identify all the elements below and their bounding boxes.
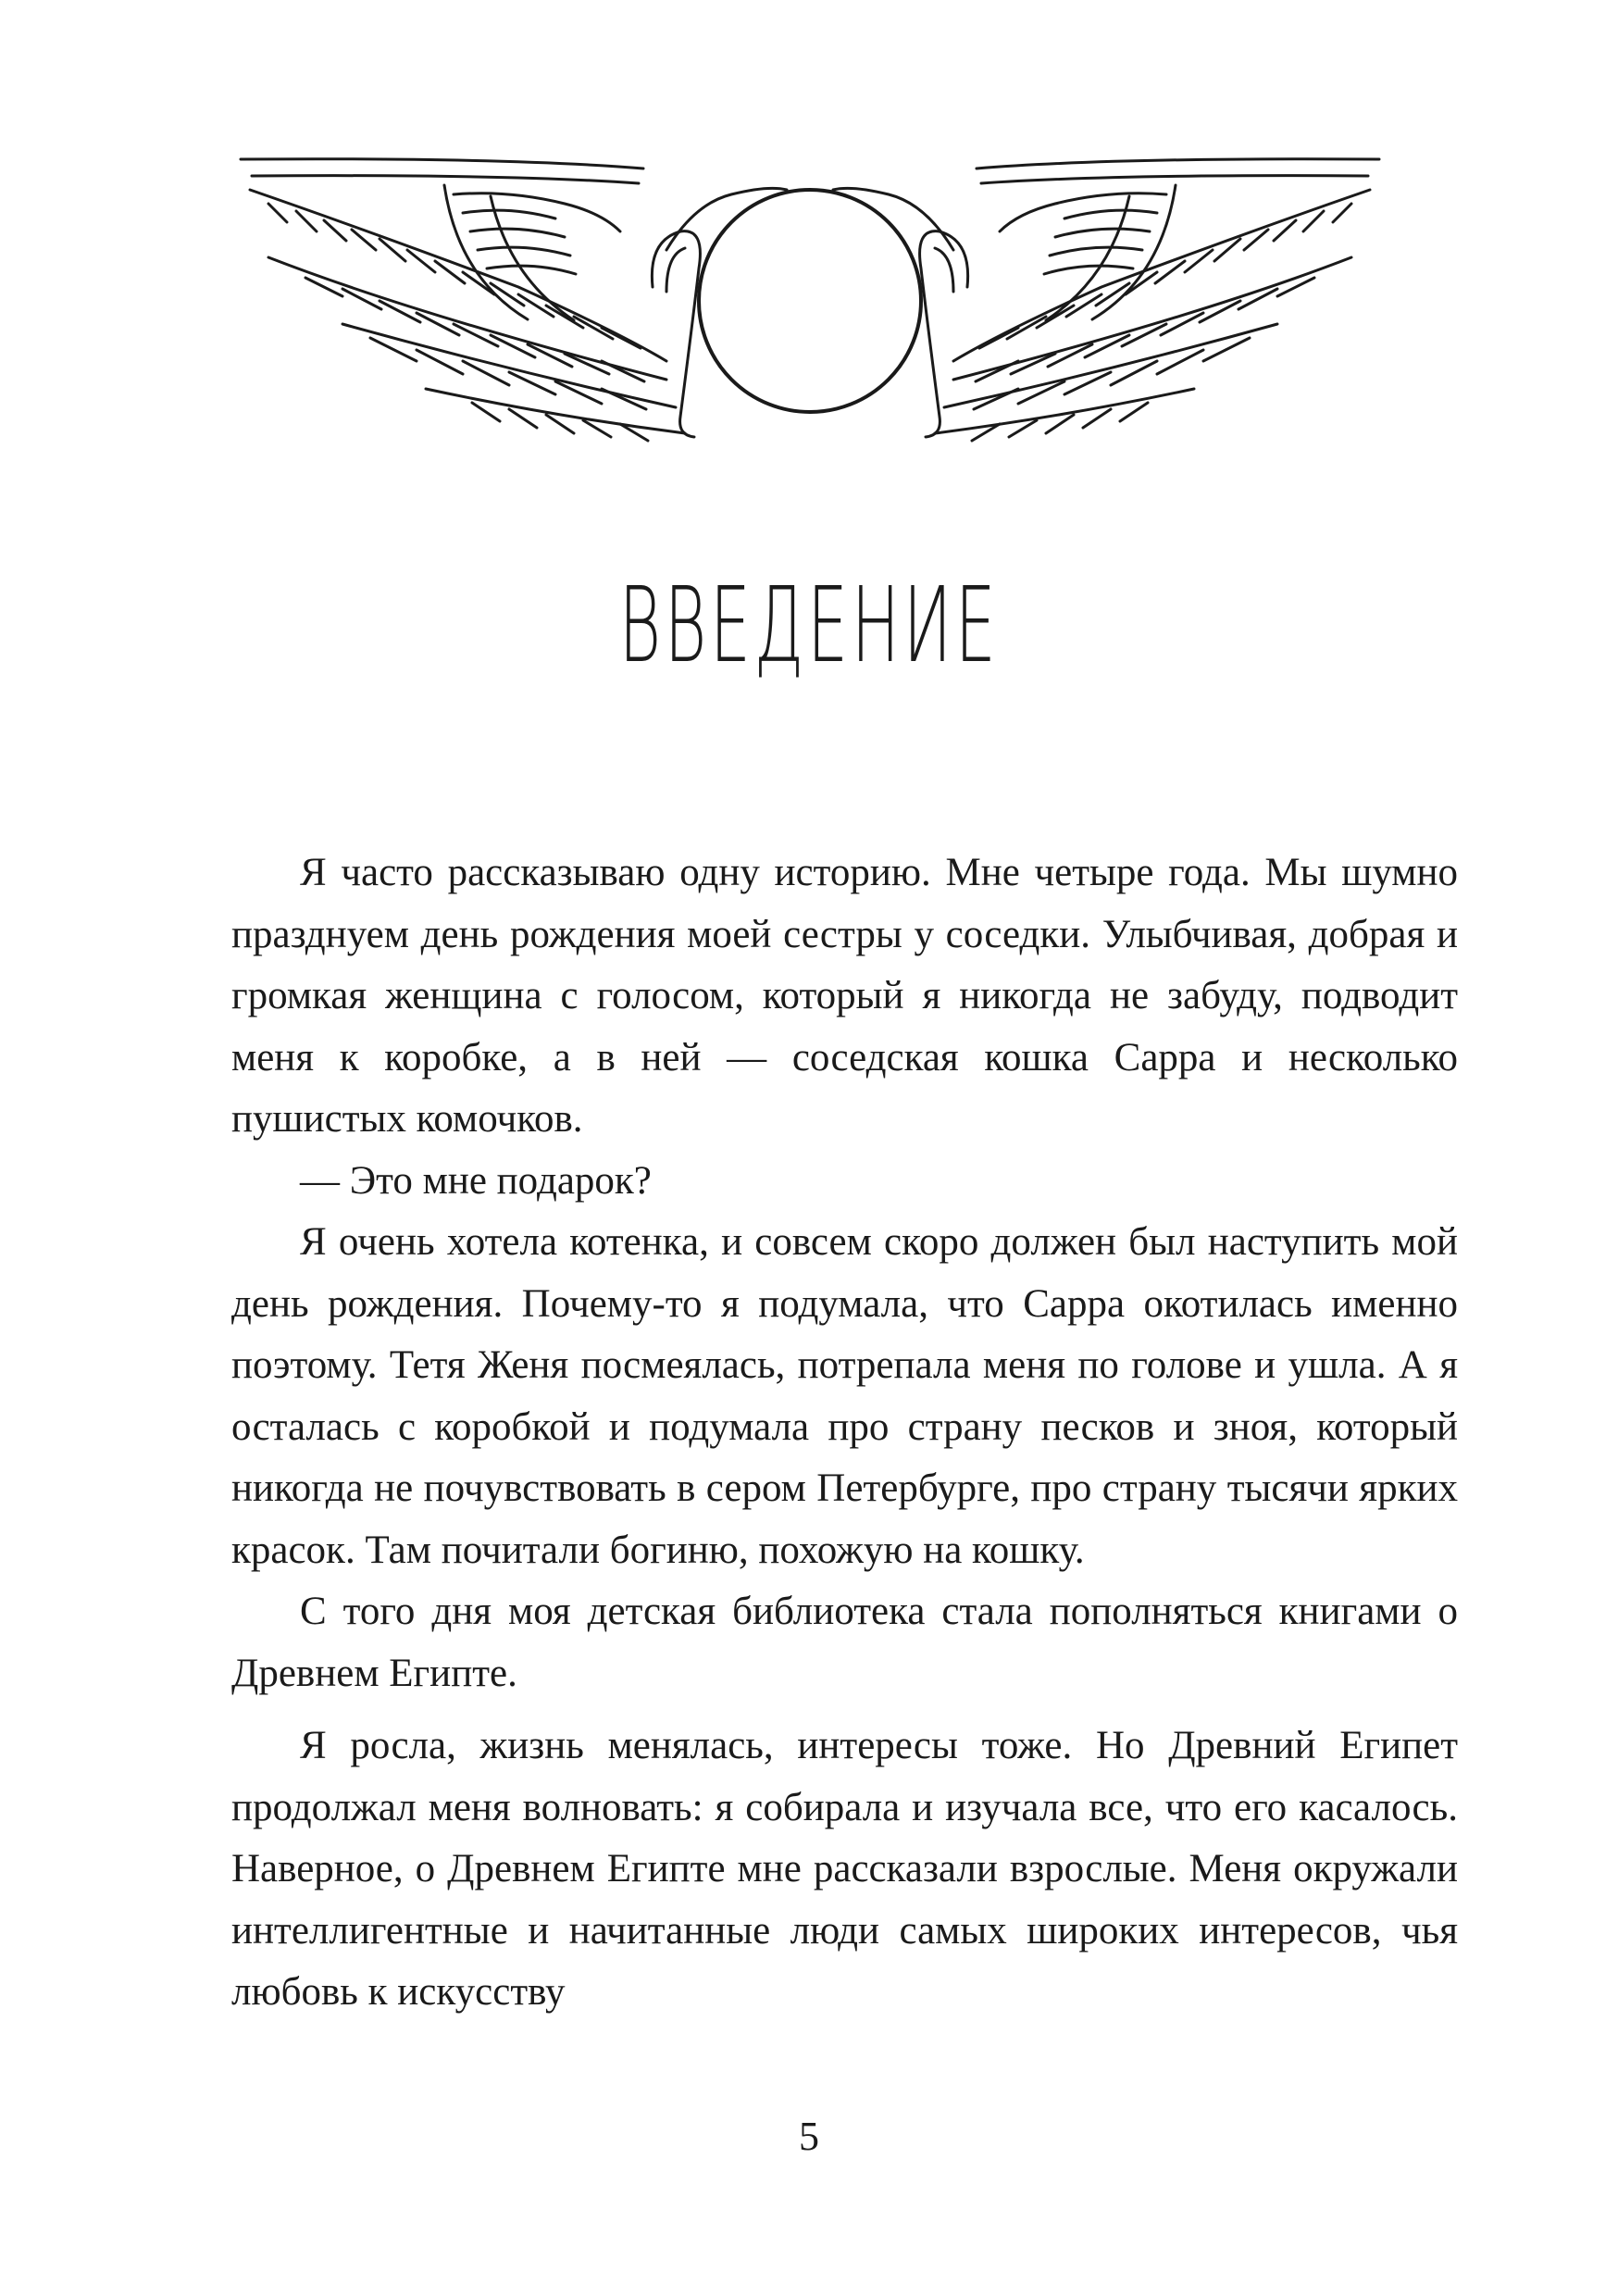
- paragraph: Я часто рассказываю одну историю. Мне четыре года. Мы шумно празднуем день рождения моей сестры у соседки. Улыбчивая, добрая и громкая женщина с голосом, который я никогда не забуду, подводит меня к коробке, а в ней — соседская кошка Сарра и несколько пушистых комочков.: [231, 851, 1458, 1141]
- chapter-title: ВВЕДЕНИЕ: [618, 566, 1000, 686]
- winged-sun-disk-icon: [231, 139, 1388, 444]
- paragraph: — Это мне подарок?: [300, 1158, 652, 1203]
- paragraph: С того дня моя детская библиотека стала пополняться книгами о Древнем Египте.: [231, 1590, 1458, 1695]
- page-number: 5: [799, 2114, 819, 2159]
- paragraph: Я очень хотела котенка, и совсем скоро должен был наступить мой день рождения. Почему-то я подумала, что Сарра окотилась именно поэтому. Тетя Женя посмеялась, потрепала меня по голове и ушла. А я осталась с коробкой и подумала про страну песков и зноя, который никогда не почувствовать в сером Петербурге, про страну тысячи ярких красок. Там почитали богиню, похожую на кошку.: [231, 1220, 1458, 1572]
- paragraph: Я росла, жизнь менялась, интересы тоже. Но Древний Египет продолжал меня волновать: я собирала и изучала все, что его касалось. Наверное, о Древнем Египте мне рассказали взрослые. Меня окружали интеллигентные и начитанные люди самых широких интересов, чья любовь к искусству: [231, 1724, 1458, 2014]
- body-text: [231, 842, 1458, 2024]
